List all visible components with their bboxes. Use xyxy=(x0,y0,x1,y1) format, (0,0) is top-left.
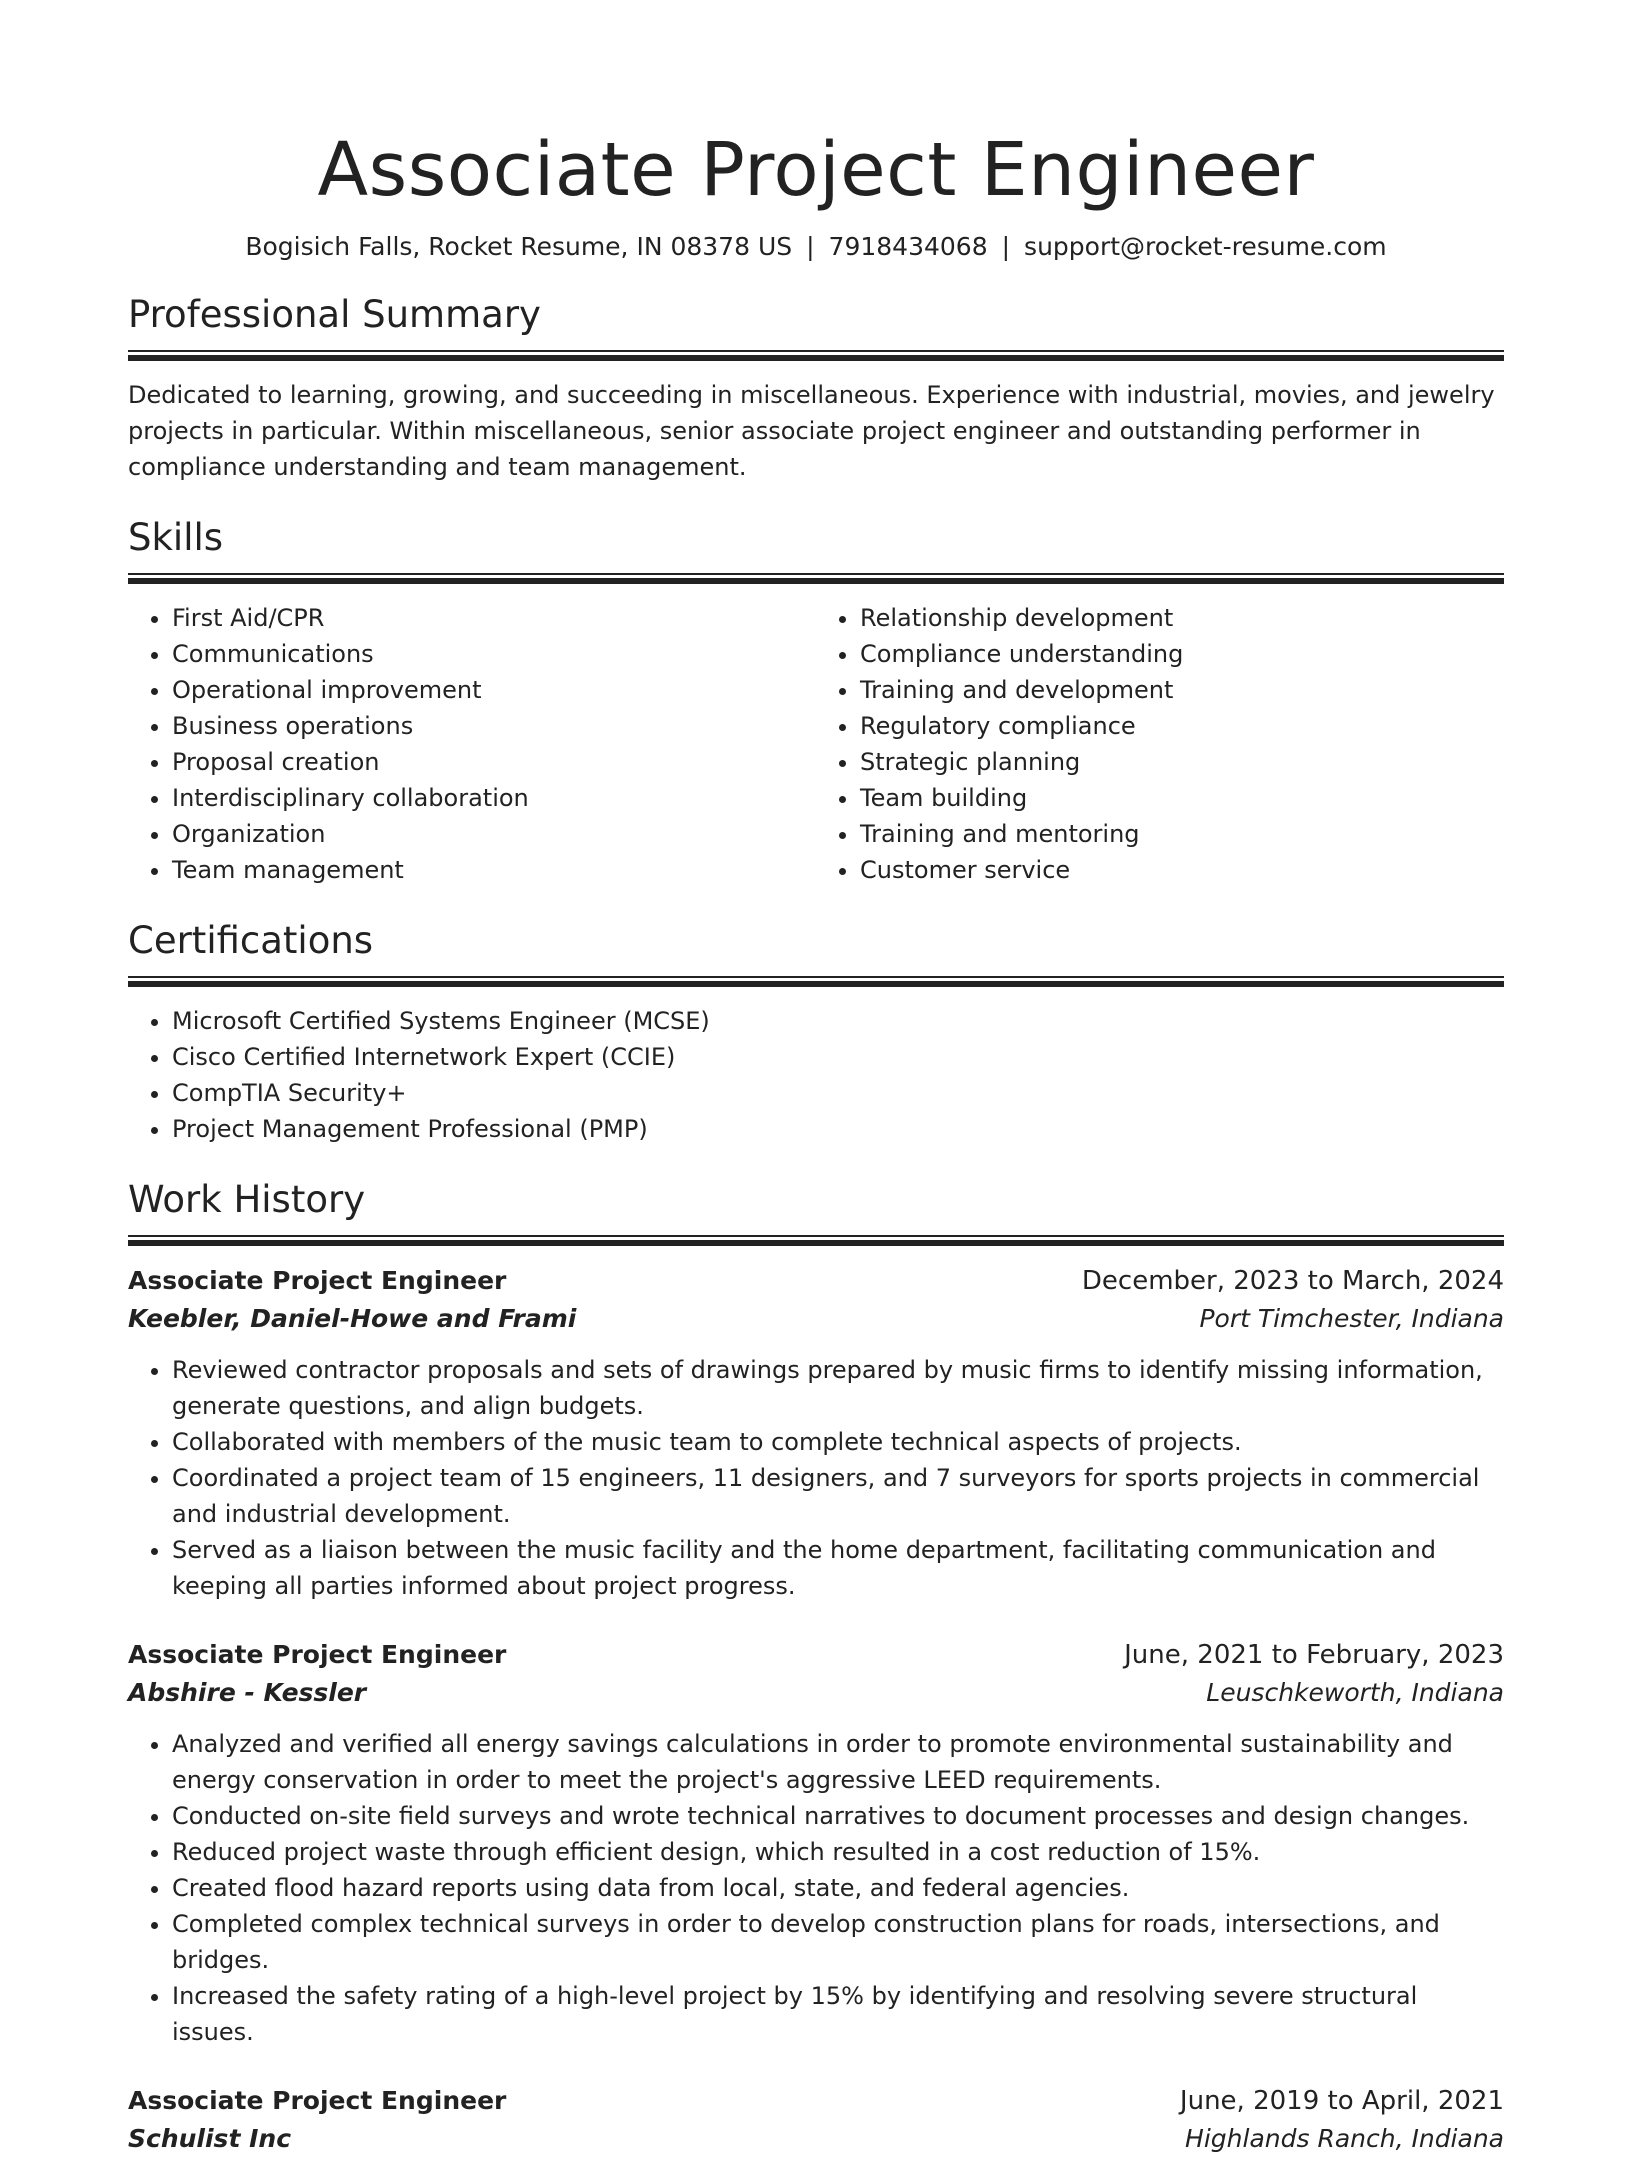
job-location: Leuschkeworth, Indiana xyxy=(1206,1678,1504,1707)
job-title: Associate Project Engineer xyxy=(128,1640,507,1669)
job-bullet: • Reviewed contractor proposals and sets of drawings prepared by music firms to identify missing information, generate questions, and align budgets. xyxy=(172,1352,1504,1424)
skill-item: • Strategic planning xyxy=(860,744,1504,780)
skill-item: • Training and mentoring xyxy=(860,816,1504,852)
skill-item: • Team management xyxy=(172,852,816,888)
contact-phone: 7918434068 xyxy=(828,232,988,261)
job-bullet: • Analyzed and verified all energy savings calculations in order to promote environmental sustainability and energy conservation in order to meet the project's aggressive LEED requirements. xyxy=(172,1726,1504,1798)
work-history-heading: Work History xyxy=(128,1178,366,1221)
summary-text: Dedicated to learning, growing, and succeeding in miscellaneous. Experience with industrial, movies, and jewelry projects in particular. Within miscellaneous, senior associate project engineer and outstanding performer in compliance understanding and team management. xyxy=(128,381,1495,481)
skill-item: • First Aid/CPR xyxy=(172,600,816,636)
resume-content xyxy=(128,122,1504,2158)
job-company: Keebler, Daniel-Howe and Frami xyxy=(128,1304,577,1333)
job-entry xyxy=(128,1636,1504,2050)
certification-item: • Microsoft Certified Systems Engineer (MCSE) xyxy=(172,1003,1504,1039)
skill-item: • Proposal creation xyxy=(172,744,816,780)
skill-item: • Relationship development xyxy=(860,600,1504,636)
skill-item: • Customer service xyxy=(860,852,1504,888)
job-bullet: • Coordinated a project team of 15 engineers, 11 designers, and 7 surveyors for sports projects in commercial and industrial development. xyxy=(172,1460,1504,1532)
job-bullet: • Conducted on-site field surveys and wrote technical narratives to document processes and design changes. xyxy=(172,1798,1504,1834)
resume-title: Associate Project Engineer xyxy=(317,127,1315,213)
skill-item: • Business operations xyxy=(172,708,816,744)
job-location: Port Timchester, Indiana xyxy=(1199,1304,1504,1333)
skills-section xyxy=(128,513,1504,888)
section-divider xyxy=(128,1235,1504,1246)
skill-item: • Communications xyxy=(172,636,816,672)
skill-item: • Training and development xyxy=(860,672,1504,708)
job-dates: June, 2019 to April, 2021 xyxy=(1179,2086,1504,2116)
skill-item: • Regulatory compliance xyxy=(860,708,1504,744)
skill-item: • Interdisciplinary collaboration xyxy=(172,780,816,816)
section-divider xyxy=(128,350,1504,361)
job-dates: June, 2021 to February, 2023 xyxy=(1124,1640,1504,1670)
skills-list-right xyxy=(816,600,1504,888)
section-divider xyxy=(128,976,1504,987)
skills-columns xyxy=(128,600,1504,888)
job-header-row xyxy=(128,1636,1504,1674)
job-bullets xyxy=(128,1726,1504,2050)
job-bullet: • Created flood hazard reports using data from local, state, and federal agencies. xyxy=(172,1870,1504,1906)
job-company-row xyxy=(128,1674,1504,1712)
certifications-section xyxy=(128,916,1504,1147)
skill-item: • Organization xyxy=(172,816,816,852)
skills-list-left xyxy=(128,600,816,888)
job-company-row xyxy=(128,2120,1504,2158)
job-location: Highlands Ranch, Indiana xyxy=(1185,2124,1504,2153)
job-bullet: • Reduced project waste through efficient design, which resulted in a cost reduction of 15%. xyxy=(172,1834,1504,1870)
contact-separator: | xyxy=(806,232,815,261)
job-title: Associate Project Engineer xyxy=(128,1266,507,1295)
contact-separator: | xyxy=(1001,232,1011,261)
job-bullet: • Completed complex technical surveys in order to develop construction plans for roads, intersections, and bridges. xyxy=(172,1906,1504,1978)
summary-heading: Professional Summary xyxy=(128,293,541,336)
skill-item: • Compliance understanding xyxy=(860,636,1504,672)
job-company-row xyxy=(128,1300,1504,1338)
job-bullet: • Served as a liaison between the music facility and the home department, facilitating communication and keeping all parties informed about project progress. xyxy=(172,1532,1504,1604)
contact-email: support@rocket-resume.com xyxy=(1024,232,1387,261)
job-bullet: • Increased the safety rating of a high-level project by 15% by identifying and resolving severe structural issues. xyxy=(172,1978,1504,2050)
work-history-section xyxy=(128,1175,1504,2158)
job-company: Abshire - Kessler xyxy=(128,1678,367,1707)
contact-line xyxy=(128,230,1504,264)
contact-address: Bogisich Falls, Rocket Resume, IN 08378 US xyxy=(245,232,793,261)
job-bullets xyxy=(128,1352,1504,1604)
job-title: Associate Project Engineer xyxy=(128,2086,507,2115)
job-bullet: • Collaborated with members of the music team to complete technical aspects of projects. xyxy=(172,1424,1504,1460)
job-company: Schulist Inc xyxy=(128,2124,292,2153)
skill-item: • Team building xyxy=(860,780,1504,816)
certifications-heading: Certifications xyxy=(128,919,374,962)
skill-item: • Operational improvement xyxy=(172,672,816,708)
section-divider xyxy=(128,573,1504,584)
job-header-row xyxy=(128,2082,1504,2120)
job-dates: December, 2023 to March, 2024 xyxy=(1081,1266,1504,1296)
job-header-row xyxy=(128,1262,1504,1300)
certification-item: • CompTIA Security+ xyxy=(172,1075,1504,1111)
job-entry xyxy=(128,2082,1504,2158)
job-entry xyxy=(128,1262,1504,1604)
certifications-list xyxy=(128,1003,1504,1147)
skills-heading: Skills xyxy=(128,516,224,559)
certification-item: • Project Management Professional (PMP) xyxy=(172,1111,1504,1147)
certification-item: • Cisco Certified Internetwork Expert (CCIE) xyxy=(172,1039,1504,1075)
summary-section xyxy=(128,290,1504,485)
